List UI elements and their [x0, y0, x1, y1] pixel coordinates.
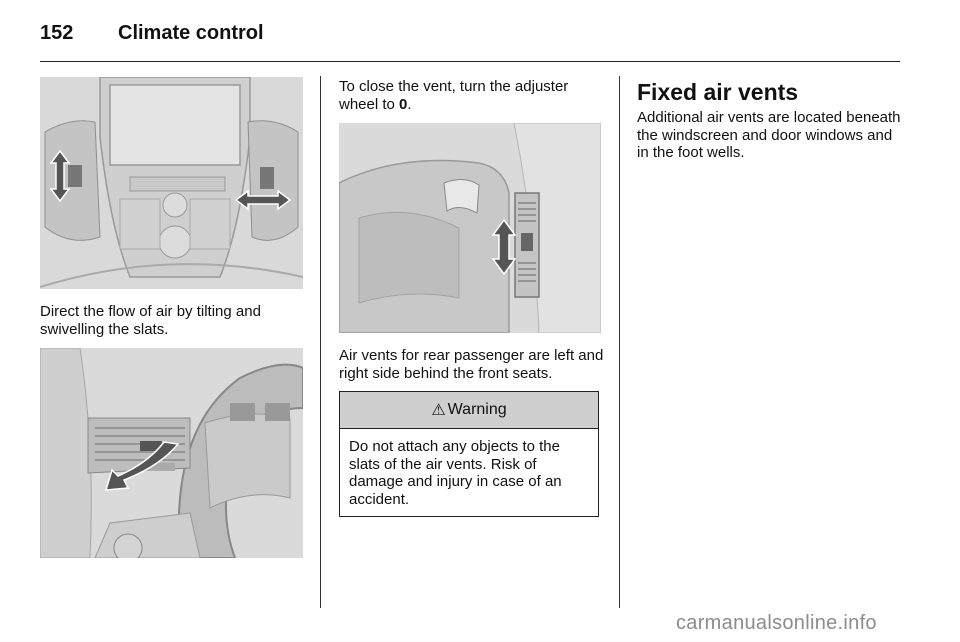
warning-header: [340, 392, 598, 429]
close-vent-instruction: [339, 78, 604, 113]
warning-triangle-icon: ⚠: [431, 402, 446, 419]
warning-box: [339, 391, 599, 517]
warning-body: Do not attach any objects to the slats of the air vents. Risk of damage and injury in case of an accident.: [349, 438, 562, 508]
page-title: Climate control: [118, 22, 264, 44]
closed-position-symbol: 0: [399, 95, 408, 113]
tilt-swivel-caption: Direct the flow of air by tilting and swivelling the slats.: [40, 303, 261, 338]
column-divider-right: [619, 76, 620, 608]
page-header: [40, 18, 900, 62]
dashboard-vents-figure: [40, 77, 303, 289]
close-vent-period: .: [407, 95, 412, 113]
warning-title: Warning: [447, 401, 507, 418]
page-number: 152: [40, 22, 74, 44]
watermark: carmanualsonline.info: [676, 612, 877, 634]
close-vent-text: To close the vent, turn the adjuster wheel to: [339, 78, 569, 113]
column-divider-left: [320, 76, 321, 608]
rear-vent-figure: [339, 123, 601, 333]
section-heading: Fixed air vents: [637, 79, 799, 105]
side-vent-figure: [40, 348, 303, 558]
fixed-vents-text: Additional air vents are located beneath the windscreen and door windows and in the foot wells.: [637, 109, 901, 161]
rear-vents-text: Air vents for rear passenger are left and right side behind the front seats.: [339, 347, 604, 382]
